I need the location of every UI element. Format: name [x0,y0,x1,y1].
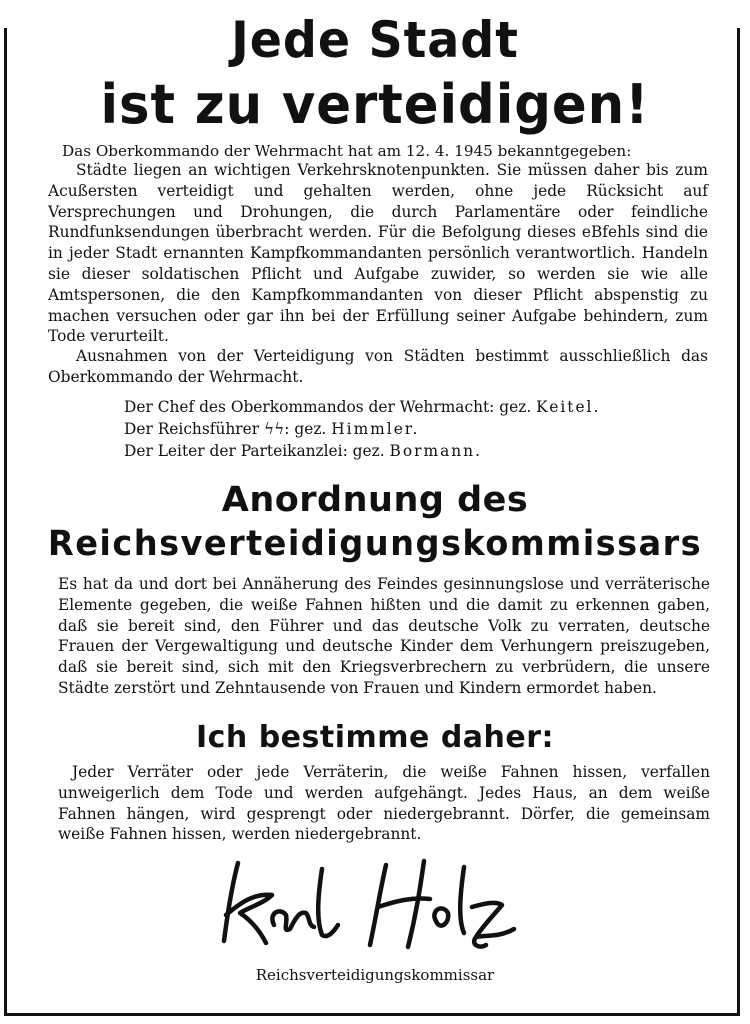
intro-line: Das Oberkommando der Wehrmacht hat am 12. 4. 1945 bekanntgegeben: [62,142,632,160]
handwritten-signature [210,855,530,950]
signatory-bormann [124,442,482,460]
heading-commissioner: Reichsverteidigungskommissars [47,524,703,564]
signatory-himmler [124,420,419,438]
title-line-1: Jede Stadt [231,11,519,69]
heading-anordnung: Anordnung des [221,480,529,520]
paragraph-exceptions: Ausnahmen von der Verteidigung von Städten bestimmt ausschließlich das Oberkommando der Wehrmacht. [48,347,708,386]
signatory-role: Der Reichsführer ϟϟ: gez. [124,420,327,438]
paragraph-traitors: Es hat da und dort bei Annäherung des Feindes gesinnungslose und verräterische Elemente gegeben, die weiße Fahnen hißten und die damit zu erkennen gaben, daß sie bereit sind, den Führer und das deutsche Volk zu verraten, deutsche Frauen der Vergewaltigung und deutsche Kinder dem Verhungern preiszugeben, daß sie bereit sind, sich mit den Kriegsverbrechern zu verbrüdern, die unsere Städte zerstört und Zehntausende von Frauen und Kindern ermordet haben. [58,575,710,697]
paragraph-wehrmacht-order: Städte liegen an wichtigen Verkehrsknotenpunkten. Sie müssen daher bis zum Acußersten verteidigt und gehalten werden, ohne jede Rücksicht auf Versprechungen und Drohungen, die durch Parlamentäre oder feindliche Rundfunksendungen überbracht werden. Für die Befolgung dieses eBfehls sind die in jeder Stadt ernannten Kampfkommandanten persönlich verantwortlich. Handeln sie dieser soldatischen Pflicht und Aufgabe zuwider, so werden sie wie alle Amtspersonen, die den Kampfkommandanten von dieser Pflicht abspenstig zu machen versuchen oder gar ihn bei der Erfüllung seiner Aufgabe behindern, zum Tode verurteilt. [48,161,708,346]
signatory-name: Himmler. [331,420,420,438]
title-line-2: ist zu verteidigen! [100,73,650,136]
paragraph-decree: Jeder Verräter oder jede Verräterin, die weiße Fahnen hissen, verfallen unweigerlich dem Tode und werden aufgehängt. Jedes Haus, an dem weiße Fahnen hängen, wird gesprengt oder niedergebrannt. Dörfer, die gemeinsam weiße Fahnen hissen, werden niedergebrannt. [58,763,710,844]
signatory-role: Der Leiter der Parteikanzlei: gez. [124,442,385,460]
signatory-name: Bormann. [389,442,482,460]
signature-role: Reichsverteidigungskommissar [255,966,495,984]
signatory-name: Keitel. [536,398,601,416]
signatory-role: Der Chef des Oberkommandos der Wehrmacht: gez. [124,398,532,416]
heading-ich-bestimme: Ich bestimme daher: [195,720,555,755]
signatory-keitel [124,398,600,416]
